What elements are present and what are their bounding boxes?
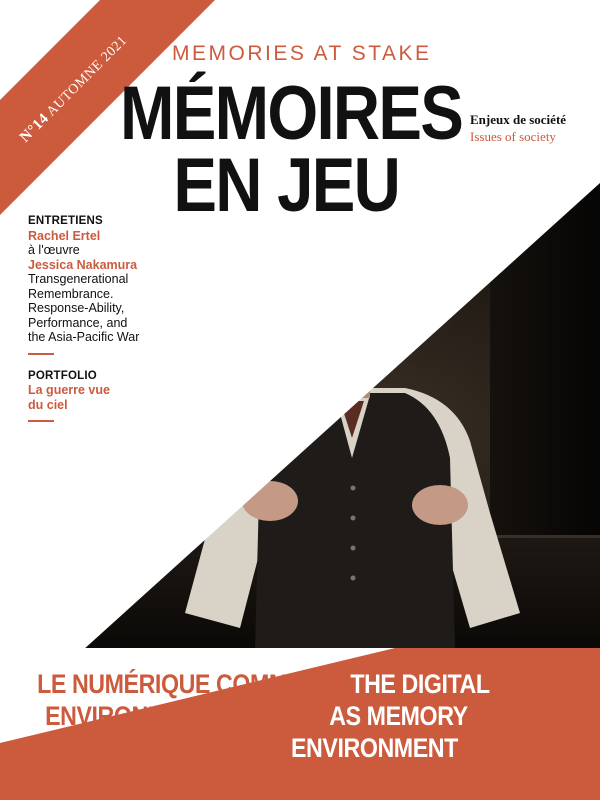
- contents-item-name: Rachel Ertel: [28, 228, 101, 243]
- portfolio-label: PORTFOLIO: [28, 369, 97, 382]
- section-en: Issues of society: [470, 129, 556, 144]
- section-fr: Enjeux de société: [470, 112, 567, 127]
- entretiens-label: ENTRETIENS: [28, 215, 103, 227]
- headline-fr-line-2: ENVIRONNEMENT: [45, 701, 244, 731]
- contents-item-name: Jessica Nakamura: [28, 257, 138, 272]
- contents-item-desc: Transgenerational Remembrance. Response-Ability, Performance, and the Asia-Pacific War: [28, 272, 140, 344]
- contents-item-desc: à l'œuvre: [28, 243, 80, 257]
- issue-season: AUTOMNE 2021: [43, 33, 131, 120]
- magazine-title: [120, 71, 463, 228]
- headline-fr-line-1: LE NUMÉRIQUE COMME: [37, 669, 303, 699]
- issue-number: N°14: [17, 110, 53, 146]
- tagline: MEMORIES AT STAKE: [172, 42, 432, 65]
- title-line-1: MÉMOIRES: [120, 71, 463, 156]
- headline-fr-line-3: MÉMORIEL: [70, 733, 193, 763]
- headline-en-line-3: ENVIRONMENT: [291, 733, 458, 763]
- headline-en: [291, 668, 549, 764]
- title-line-2: EN JEU: [173, 143, 400, 228]
- headline-en-line-2: AS MEMORY: [329, 701, 468, 731]
- contents-column: [28, 214, 188, 436]
- headline-en-line-1: THE DIGITAL: [350, 669, 490, 699]
- portfolio-title: La guerre vue du ciel: [28, 383, 110, 412]
- divider: [28, 353, 54, 355]
- divider: [28, 420, 54, 422]
- headline-fr: [24, 668, 316, 764]
